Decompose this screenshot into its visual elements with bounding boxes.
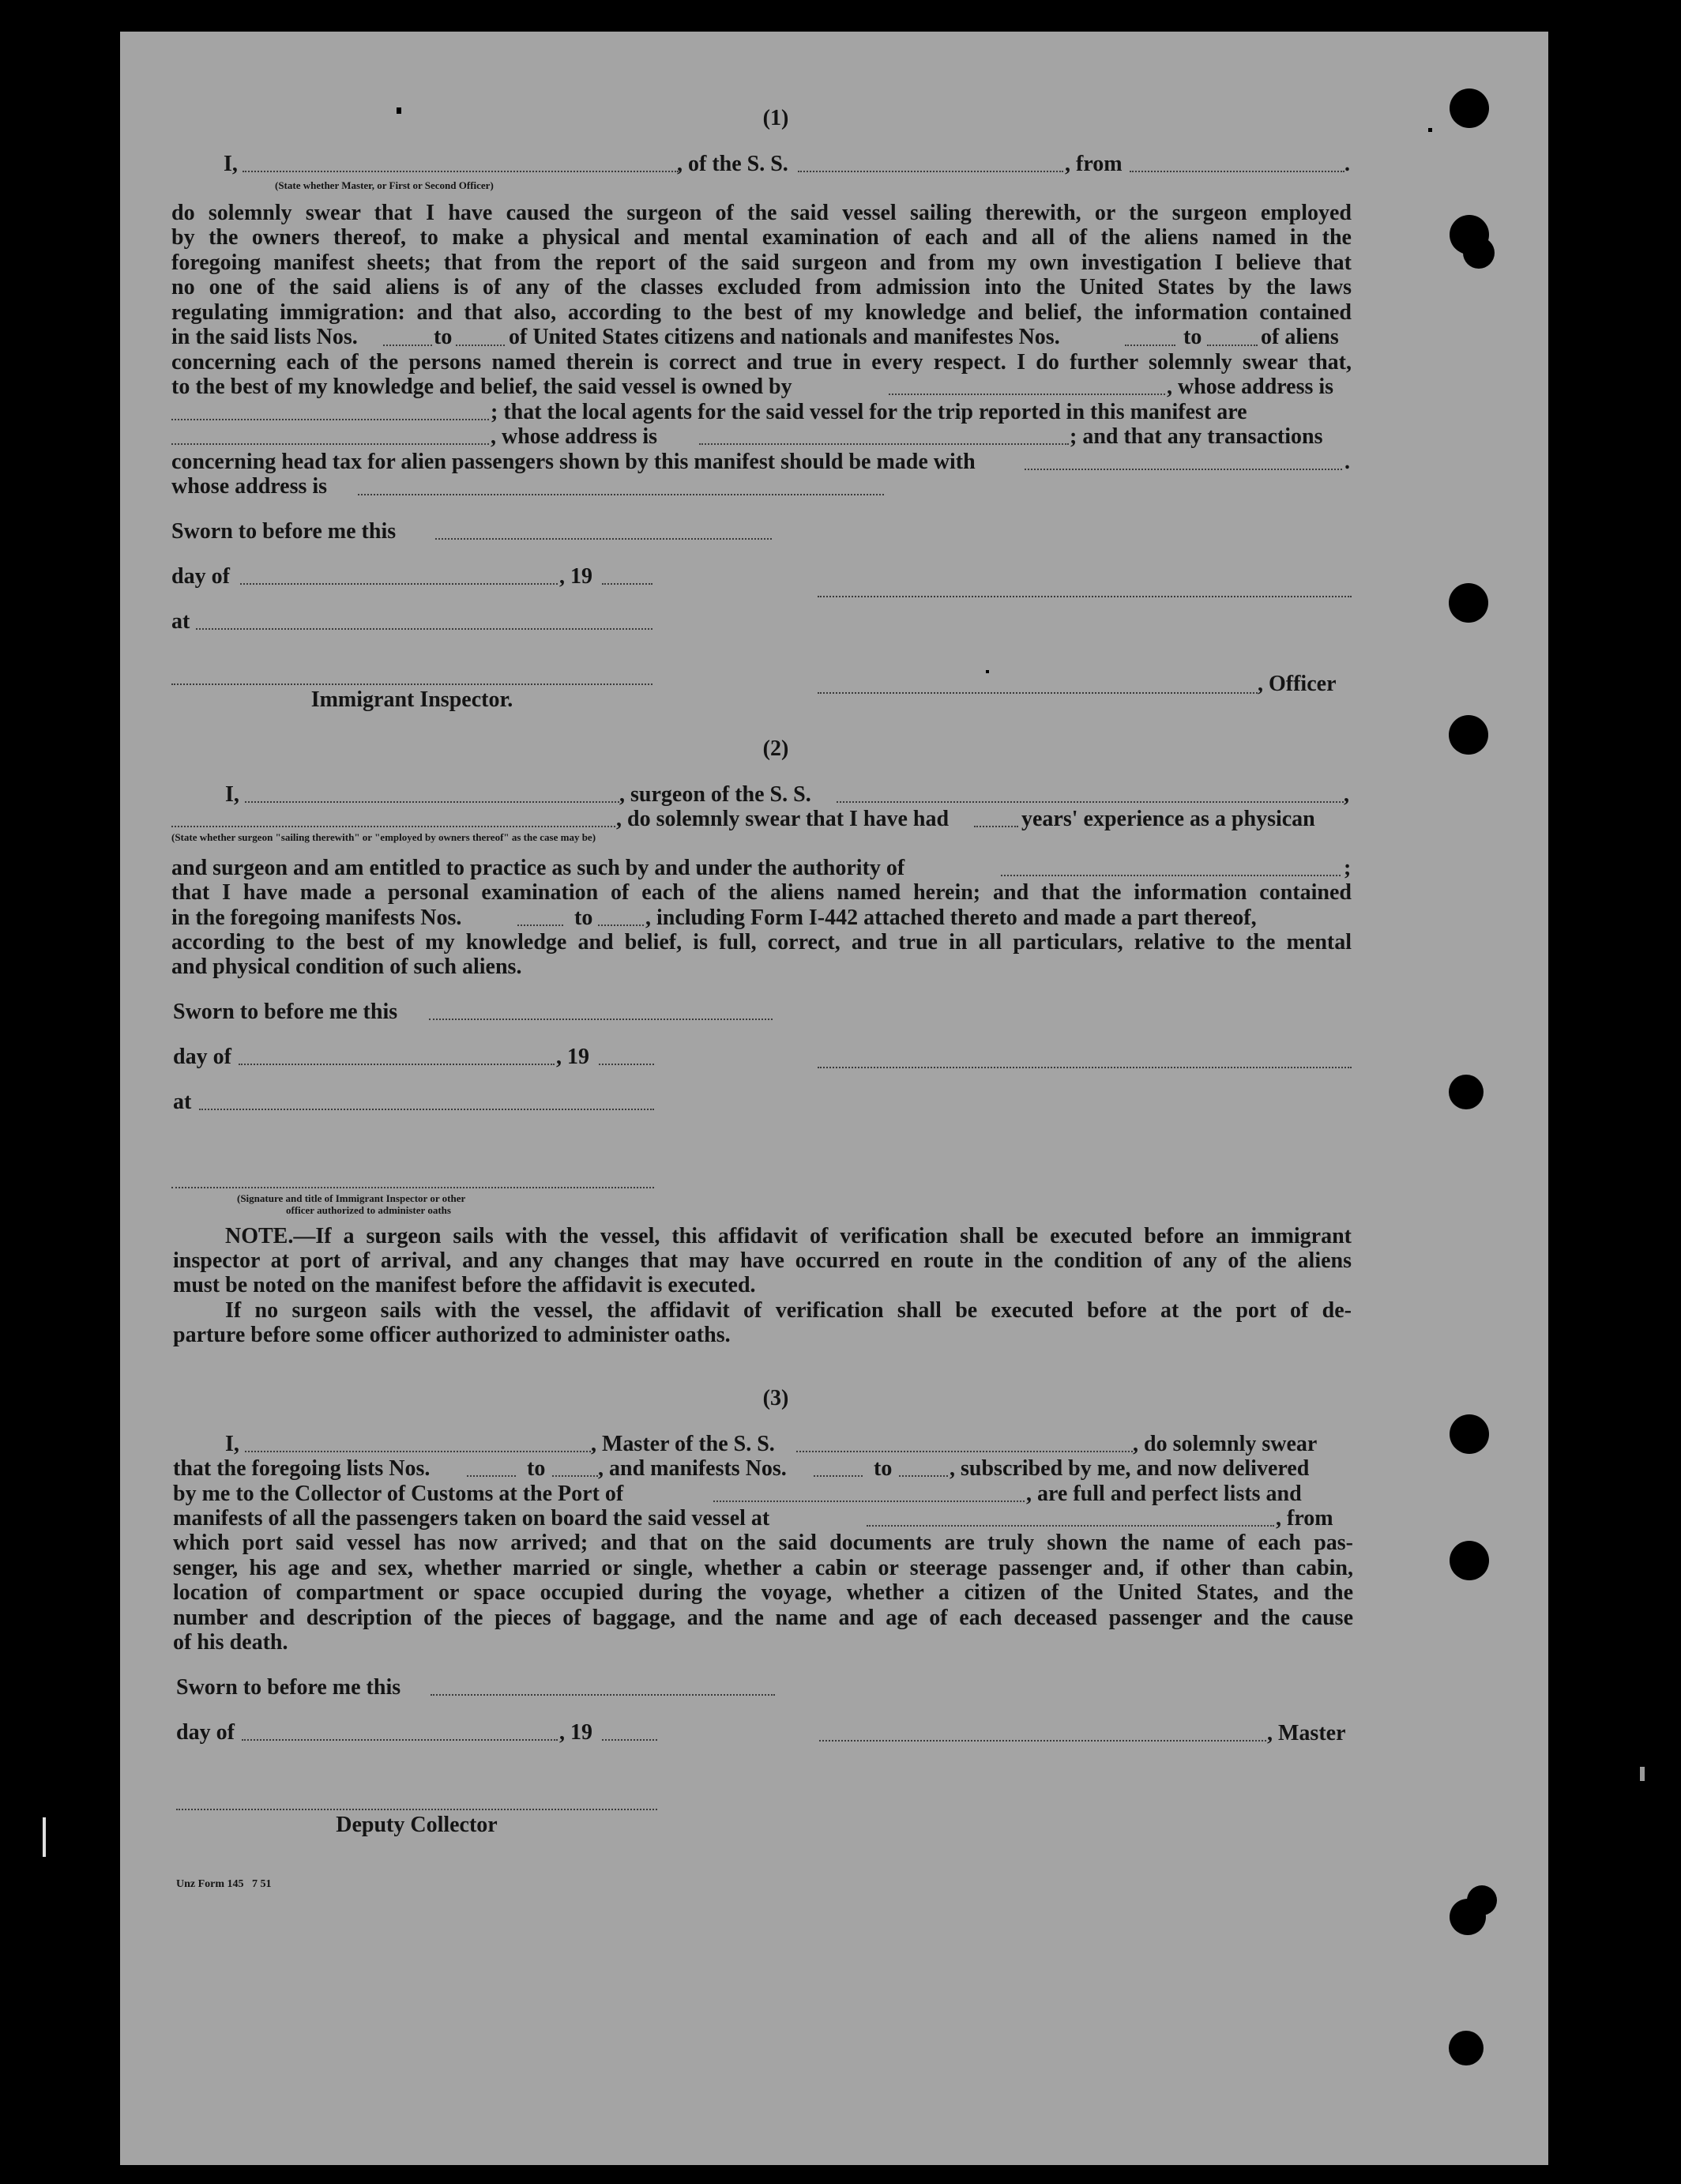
sec1-dayof-label: day of	[171, 564, 230, 589]
sec3-day-field[interactable]	[242, 1739, 558, 1741]
form-id: Unz Form 145 7 51	[176, 1878, 272, 1890]
sec1-of-ss-label: , of the S. S.	[677, 152, 788, 176]
sec3-subscribed-label: , subscribed by me, and now delivered	[950, 1456, 1310, 1481]
punch-hole	[1450, 1414, 1489, 1454]
sec3-vessel-field[interactable]	[796, 1451, 1133, 1452]
sec1-lists-to-field[interactable]	[456, 345, 505, 346]
sec1-head-tax-address-field[interactable]	[358, 494, 884, 495]
sec3-sworn-field[interactable]	[431, 1694, 775, 1696]
border-scratch	[1640, 1767, 1645, 1781]
section-2-heading: (2)	[762, 736, 789, 761]
sec3-taken-aboard-label: manifests of all the passengers taken on board the said vessel at	[173, 1506, 770, 1531]
sec1-manifests-label: of United States citizens and nationals and manifestes Nos.	[509, 325, 1060, 349]
sec1-officer-note: (State whether Master, or First or Second Officer)	[275, 179, 494, 191]
sec1-manifests-from-field[interactable]	[1125, 345, 1175, 346]
sec1-sworn-field[interactable]	[435, 538, 772, 540]
sec1-head-tax-field[interactable]	[1025, 469, 1342, 470]
border-scratch	[43, 1817, 46, 1857]
section-1-heading: (1)	[762, 106, 789, 130]
sec2-surgeon-status-field[interactable]	[171, 826, 615, 827]
sec2-authority-label: and surgeon and am entitled to practice as such by and under the authority of	[171, 856, 905, 880]
sec3-manifests-to: to	[874, 1456, 893, 1481]
punch-hole	[1449, 1075, 1484, 1109]
sec1-year-label: , 19	[559, 564, 592, 589]
sec3-collector-label: by me to the Collector of Customs at the Port of	[173, 1482, 624, 1506]
sec1-immigrant-inspector: Immigrant Inspector.	[310, 687, 513, 712]
sec1-period-2: .	[1344, 450, 1350, 474]
sec1-at-field[interactable]	[196, 628, 652, 630]
sec1-body-line-1: do solemnly swear that I have caused the surgeon of the said vessel sailing therewith, or the surgeon employed	[171, 201, 1352, 225]
sec1-body-line-5: regulating immigration: and that also, according to the best of my knowledge and belief, the information contained	[171, 300, 1352, 325]
sec3-lists-to-field[interactable]	[552, 1475, 598, 1477]
section-3-heading: (3)	[762, 1386, 789, 1410]
sec1-agents-address-field[interactable]	[699, 443, 1069, 445]
sec3-deputy-signature-line[interactable]	[176, 1809, 657, 1810]
sec1-local-agents-label: ; that the local agents for the said vessel for the trip reported in this manifest are	[491, 400, 1247, 424]
sec3-dayof-label: day of	[176, 1720, 235, 1745]
sec1-inspector-signature-line[interactable]	[171, 683, 652, 685]
sec3-port-field[interactable]	[713, 1501, 1025, 1502]
sec3-master-label: , Master	[1267, 1721, 1346, 1745]
sec3-lists-to: to	[527, 1456, 546, 1481]
sec1-day-field[interactable]	[240, 583, 558, 585]
sec1-agents-address-label: , whose address is	[491, 424, 658, 449]
sec2-body-line-4: that I have made a personal examination of each of the aliens named herein; and that the information contained	[171, 880, 1352, 905]
sec1-body-line-2: by the owners thereof, to make a physical and mental examination of each and all of the aliens named in the	[171, 225, 1352, 250]
sec2-body-line-7: and physical condition of such aliens.	[171, 955, 522, 979]
sec2-surgeon-name-field[interactable]	[245, 801, 619, 803]
ink-speck	[986, 670, 989, 673]
sec1-officer-label: , Officer	[1258, 672, 1337, 696]
sec2-surgeon-of-ss-label: , surgeon of the S. S.	[619, 782, 811, 807]
sec2-at-label: at	[173, 1090, 192, 1114]
sec1-whose-address-label: , whose address is	[1167, 375, 1334, 399]
sec2-note-line-5: parture before some officer authorized to administer oaths.	[173, 1323, 731, 1347]
sec2-inspector-signature-line[interactable]	[171, 1187, 654, 1188]
sec1-lists-label: in the said lists Nos.	[171, 325, 358, 349]
sec2-note-line-2: inspector at port of arrival, and any changes that may have occurred en route in the condition of any of the aliens	[173, 1248, 1352, 1273]
sec2-manifests-from-field[interactable]	[517, 924, 563, 926]
sec2-manifests-to: to	[574, 906, 593, 930]
sec1-transactions-label: ; and that any transactions	[1070, 424, 1323, 449]
sec1-right-signature-line[interactable]	[818, 596, 1352, 597]
sec3-sworn-label: Sworn to before me this	[176, 1675, 401, 1700]
sec3-master-of-ss-label: , Master of the S. S.	[591, 1432, 775, 1456]
sec1-whose-address-2-label: whose address is	[171, 474, 328, 499]
sec1-owned-by-label: to the best of my knowledge and belief, the said vessel is owned by	[171, 375, 792, 399]
sec2-year-field[interactable]	[599, 1064, 654, 1065]
sec1-owner-address-field[interactable]	[171, 419, 489, 420]
sec1-year-field[interactable]	[602, 583, 652, 585]
sec3-body-line-5: which port said vessel has now arrived; and that on the said documents are truly shown the name of each pas-	[173, 1531, 1353, 1555]
sec1-officer-name-field[interactable]	[243, 171, 679, 172]
punch-hole	[1450, 1541, 1489, 1580]
sec1-head-tax-label: concerning head tax for alien passengers shown by this manifest should be made with	[171, 450, 976, 474]
sec2-signature-note-2: officer authorized to administer oaths	[286, 1204, 451, 1216]
sec2-form-i442-label: , including Form I-442 attached thereto and made a part thereof,	[645, 906, 1257, 930]
sec1-owner-field[interactable]	[889, 393, 1165, 395]
sec3-full-lists-label: , are full and perfect lists and	[1026, 1482, 1302, 1506]
sec1-body-line-4: no one of the said aliens is of any of the classes excluded from admission into the United States by the laws	[171, 275, 1352, 299]
sec2-semicolon: ;	[1344, 856, 1352, 880]
sec3-manifests-to-field[interactable]	[899, 1475, 948, 1477]
sec2-note-line-1: NOTE.—If a surgeon sails with the vessel, this affidavit of verification shall be executed before an immigrant	[225, 1224, 1352, 1248]
punch-hole	[1450, 88, 1489, 128]
sec3-body-line-9: of his death.	[173, 1630, 288, 1655]
punch-hole	[1449, 715, 1488, 755]
sec2-body-line-6: according to the best of my knowledge and belief, is full, correct, and true in all particulars, relative to the mental	[171, 930, 1352, 955]
sec1-i-label: I,	[224, 152, 238, 176]
sec2-sworn-label: Sworn to before me this	[173, 1000, 398, 1024]
sec2-signature-note-1: (Signature and title of Immigrant Inspector or other	[237, 1192, 466, 1204]
sec3-manifests-label: , and manifests Nos.	[598, 1456, 787, 1481]
sec1-manifests-to: to	[1183, 325, 1202, 349]
sec2-vessel-field[interactable]	[837, 801, 1344, 803]
sec1-body-line-8: concerning each of the persons named therein is correct and true in every respect. I do further solemnly swear that,	[171, 350, 1352, 375]
sec3-deputy-collector: Deputy Collector	[336, 1813, 498, 1837]
sec3-body-line-8: number and description of the pieces of baggage, and the name and age of each deceased passenger and the cause	[173, 1606, 1353, 1630]
sec2-manifests-label: in the foregoing manifests Nos.	[171, 906, 462, 930]
sec2-day-field[interactable]	[239, 1064, 555, 1065]
sec1-officer-signature-line[interactable]	[818, 692, 1258, 694]
sec2-note-line-4: If no surgeon sails with the vessel, the affidavit of verification shall be executed before at the port of de-	[225, 1298, 1352, 1323]
sec3-year-field[interactable]	[602, 1739, 657, 1741]
sec1-body-line-3: foregoing manifest sheets; that from the report of the said surgeon and from my own investigation I believe that	[171, 250, 1352, 275]
ink-speck	[397, 107, 401, 114]
sec1-from-field[interactable]	[1130, 171, 1344, 172]
sec2-i-label: I,	[225, 782, 239, 807]
sec1-vessel-field[interactable]	[798, 171, 1063, 172]
sec3-year-label: , 19	[559, 1720, 592, 1745]
sec1-of-aliens: of aliens	[1261, 325, 1339, 349]
punch-hole	[1463, 237, 1495, 269]
sec2-surgeon-note: (State whether surgeon "sailing therewith" or "employed by owners thereof" as the case may be)	[171, 831, 596, 843]
sec1-sworn-label: Sworn to before me this	[171, 519, 397, 544]
sec1-period: .	[1344, 152, 1350, 176]
sec3-embark-port-field[interactable]	[867, 1525, 1274, 1527]
punch-hole	[1467, 1885, 1497, 1915]
sec2-swear-label: , do solemnly swear that I have had	[616, 807, 950, 831]
sec1-agents-field[interactable]	[171, 443, 489, 445]
sec2-at-field[interactable]	[199, 1109, 654, 1110]
sec2-note-line-3: must be noted on the manifest before the affidavit is executed.	[173, 1273, 756, 1297]
sec2-right-signature-line[interactable]	[818, 1067, 1352, 1068]
sec2-years-field[interactable]	[974, 826, 1018, 827]
sec1-at-label: at	[171, 609, 190, 634]
sec2-manifests-to-field[interactable]	[598, 924, 644, 926]
sec2-comma: ,	[1344, 782, 1349, 807]
sec3-from-label: , from	[1276, 1506, 1333, 1531]
sec1-lists-from-field[interactable]	[383, 345, 432, 346]
sec2-dayof-label: day of	[173, 1045, 231, 1069]
punch-hole	[1449, 2031, 1484, 2065]
sec2-authority-field[interactable]	[1001, 875, 1341, 876]
sec3-i-label: I,	[225, 1432, 239, 1456]
sec2-years-label: years' experience as a physican	[1021, 807, 1315, 831]
sec3-solemnly-swear-label: , do solemnly swear	[1133, 1432, 1318, 1456]
sec3-lists-from-field[interactable]	[467, 1475, 516, 1477]
form-page	[120, 32, 1548, 2165]
sec1-from-label: , from	[1065, 152, 1123, 176]
sec3-master-signature-line[interactable]	[819, 1740, 1266, 1742]
sec3-body-line-6: senger, his age and sex, whether married or single, whether a cabin or steerage passenger and, if other than cabin,	[173, 1556, 1353, 1580]
sec3-master-name-field[interactable]	[245, 1451, 591, 1452]
sec1-lists-to: to	[434, 325, 453, 349]
sec3-manifests-from-field[interactable]	[814, 1475, 863, 1477]
sec1-manifests-to-field[interactable]	[1207, 345, 1258, 346]
sec3-lists-label: that the foregoing lists Nos.	[173, 1456, 431, 1481]
sec2-year-label: , 19	[556, 1045, 589, 1069]
ink-speck	[1428, 128, 1432, 132]
sec3-body-line-7: location of compartment or space occupied during the voyage, whether a citizen of the United States, and the	[173, 1580, 1353, 1605]
punch-hole	[1449, 583, 1488, 623]
sec2-sworn-field[interactable]	[429, 1019, 773, 1020]
